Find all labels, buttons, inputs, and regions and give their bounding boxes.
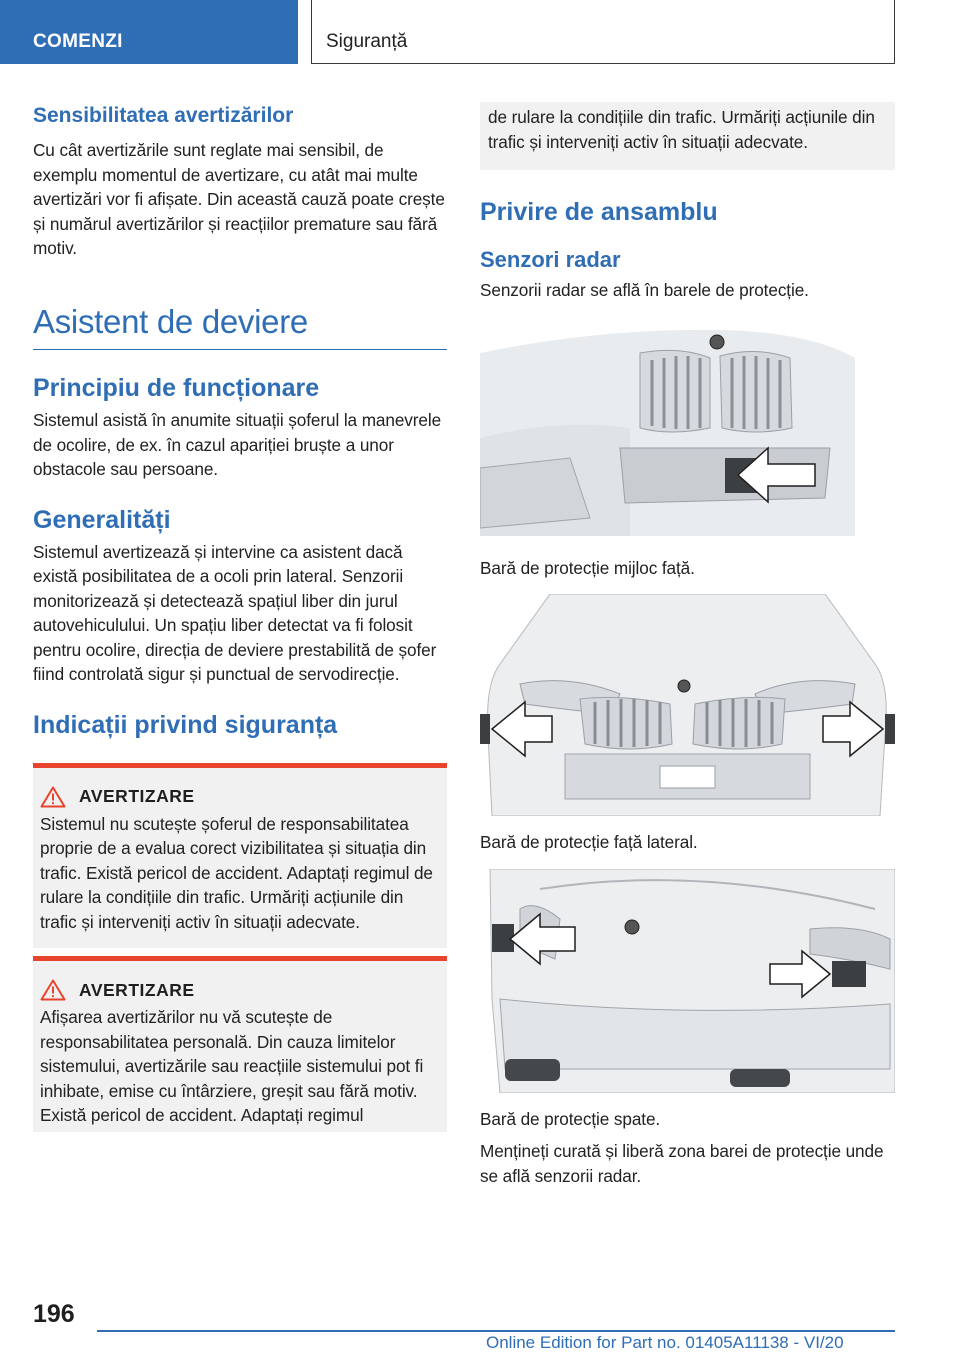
warning-continuation-text: de rulare la condițiile din trafic. Urmăriți acțiunile din trafic și interveniți activ în situații adecvate.	[488, 107, 875, 152]
caption-front-center: Bară de protecție mijloc față.	[480, 557, 695, 578]
warning-triangle-icon	[40, 786, 66, 808]
principle-text: Sistemul asistă în anumite situații șoferul la manevrele de ocolire, de ex. în cazul apariției bruște a unor obstacole sau persoane.	[33, 410, 442, 479]
warning-triangle-icon	[40, 979, 66, 1001]
principle-heading: Principiu de funcționare	[33, 374, 320, 402]
front-center-bumper-image	[480, 318, 855, 536]
front-lateral-bumper-image	[480, 594, 895, 816]
chapter-label: Siguranță	[326, 31, 408, 52]
warning-continuation-box	[480, 102, 895, 170]
radar-text: Senzorii radar se află în barele de protecție.	[480, 280, 809, 300]
car-front-lateral-illustration	[480, 594, 895, 816]
caption-rear: Bară de protecție spate.	[480, 1108, 661, 1129]
title-rule	[33, 349, 447, 351]
page-number: 196	[33, 1300, 75, 1328]
rear-bumper-image	[480, 869, 895, 1093]
section-tab	[0, 0, 298, 64]
footer-rule	[97, 1330, 895, 1332]
warning-text-2: Afișarea avertizărilor nu vă scutește de responsabilitatea personală. Din cauza limitelor sistemului, avertizările sau reacțiile sistemului pot fi inhibate, emise cu întârziere, greșit sau fără motiv. Există pericol de accident. Adaptați regimul	[40, 1007, 424, 1125]
car-front-center-illustration	[480, 318, 855, 536]
caption-front-lateral: Bară de protecție față lateral.	[480, 832, 698, 852]
safety-heading: Indicații privind siguranța	[33, 710, 338, 739]
radar-heading: Senzori radar	[480, 247, 621, 272]
sensitivity-text: Cu cât avertizările sunt reglate mai sensibil, de exemplu momentul de avertizare, cu atât mai multe avertizări vor fi afișate. Din această cauză poate crește și numărul avertizărilor și reacțiilor premature sau fără motiv.	[33, 140, 445, 258]
closing-text: Mențineți curată și liberă zona barei de protecție unde se află senzorii radar.	[480, 1141, 884, 1186]
general-text: Sistemul avertizează și intervine ca asistent dacă există posibilitatea de a ocoli prin lateral. Senzorii monitorizează și detectează spațiul liber din jurul autovehiculului. Un spațiu liber detectat va fi folosit pentru ocolire, direcția de deviere prestabilită de șofer fiind controlată sigur și punctual de servodirecție.	[33, 541, 437, 684]
car-rear-illustration	[480, 869, 895, 1093]
right-column	[480, 102, 895, 1188]
general-heading: Generalități	[33, 505, 171, 534]
warning-box-2	[33, 956, 447, 1132]
chapter-header	[311, 0, 895, 64]
warning-box-1	[33, 763, 447, 949]
warning-text-1: Sistemul nu scutește șoferul de responsabilitatea proprie de a evalua corect vizibilitatea și situația din trafic. Există pericol de accident. Adaptați regimul de rulare la condițiile din trafic. Urmăriți acțiunile din trafic și interveniți activ în situații adecvate.	[40, 813, 433, 932]
page-title: Asistent de deviere	[33, 302, 308, 340]
overview-heading: Privire de ansamblu	[480, 198, 718, 226]
left-column	[33, 102, 447, 1132]
sensitivity-heading: Sensibilitatea avertizărilor	[33, 104, 294, 127]
warning-title-1: AVERTIZARE	[79, 786, 195, 806]
warning-title-2: AVERTIZARE	[79, 979, 195, 1000]
section-label: COMENZI	[33, 31, 123, 52]
edition-link[interactable]: Online Edition for Part no. 01405A11138 - VI/20	[486, 1333, 844, 1352]
